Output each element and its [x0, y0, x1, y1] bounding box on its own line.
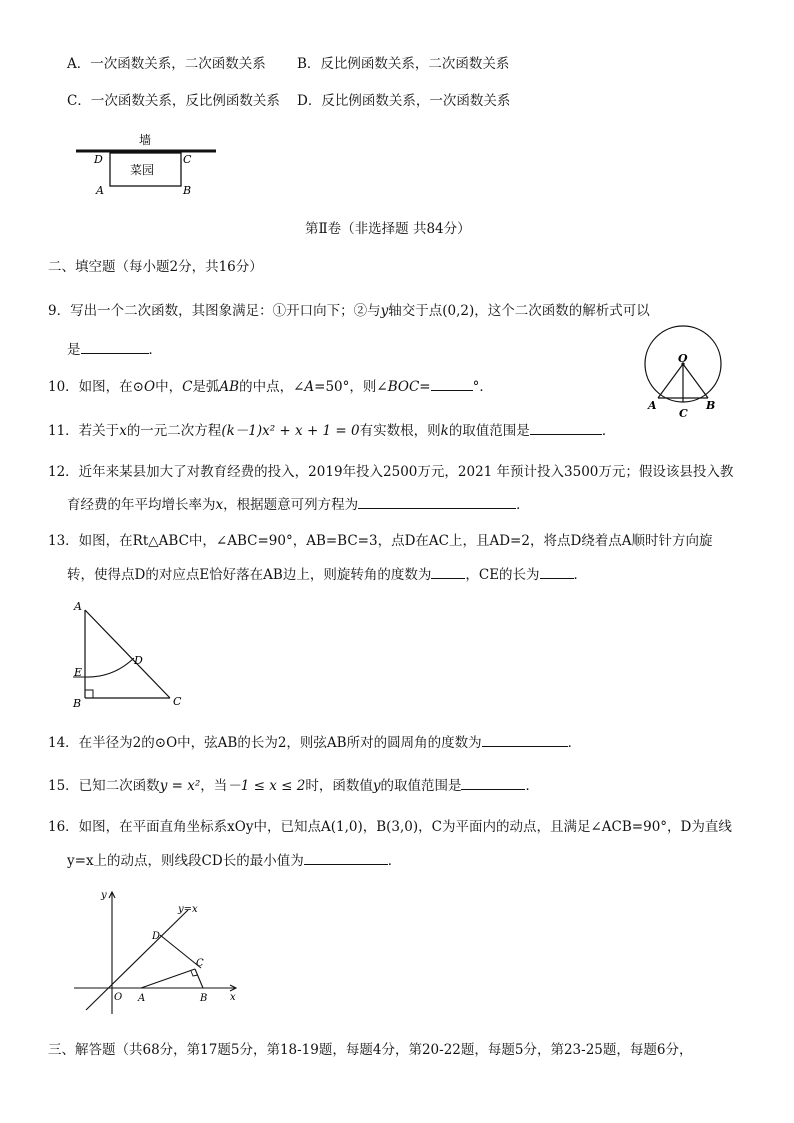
q12-line2: 育经费的年平均增长率为x，根据题意可列方程为 ． — [67, 494, 530, 514]
answer-blank — [358, 494, 516, 509]
option-d: D．反比例函数关系，一次函数关系 — [297, 93, 511, 109]
coord-point-a: A — [138, 993, 146, 1004]
garden-label: 菜园 — [130, 163, 155, 177]
section3-heading: 三、解答题（共68分，第17题5分，第18-19题，每题4分，第20-22题，每题5分，第23-25题，每题6分， — [48, 1042, 693, 1058]
q13-line2: 转，使得点D的对应点E恰好落在AB边上，则旋转角的度数为 ，CE的长为 ． — [67, 564, 587, 584]
axis-y-label: y — [101, 890, 107, 901]
option-c: C．一次函数关系，反比例函数关系 — [67, 93, 280, 109]
q13-line1: 13．如图，在Rt△ABC中，∠ABC=90°，AB=BC=3，点D在AC上，且AD=2，将点D绕着点A顺时针方向旋 — [48, 533, 713, 549]
garden-point-a: A — [96, 184, 104, 197]
axis-x-label: x — [230, 992, 236, 1003]
section2-heading: 二、填空题（每小题2分，共16分） — [48, 259, 263, 275]
garden-point-d: D — [94, 153, 103, 166]
q16-line2: y=x上的动点，则线段CD长的最小值为 ． — [67, 850, 401, 870]
answer-blank — [304, 850, 388, 865]
circle-point-b: B — [706, 399, 716, 412]
part2-title: 第Ⅱ卷（非选择题 共84分） — [305, 221, 471, 237]
answer-blank — [81, 339, 149, 354]
q10-text: 10．如图，在⊙O中，C是弧AB的中点，∠A=50°，则∠BOC= °． — [48, 376, 493, 396]
answer-blank — [431, 564, 465, 579]
option-a: A．一次函数关系，二次函数关系 — [67, 56, 266, 72]
wall-label: 墙 — [139, 133, 152, 147]
circle-figure — [638, 322, 730, 420]
q9-line2: 是 ． — [67, 339, 162, 359]
option-b: B．反比例函数关系，二次函数关系 — [297, 56, 510, 72]
circle-point-o: O — [678, 352, 688, 365]
garden-point-b: B — [183, 184, 192, 197]
coord-point-c: C — [196, 958, 204, 969]
garden-figure — [72, 130, 222, 200]
answer-blank — [431, 376, 473, 391]
tri-point-c: C — [173, 695, 182, 708]
q11-text: 11．若关于x的一元二次方程(k－1)x² + x + 1 = 0有实数根，则k的取值范围是 ． — [48, 420, 615, 440]
answer-blank — [461, 775, 525, 790]
garden-point-c: C — [183, 153, 192, 166]
answer-blank — [482, 732, 568, 747]
triangle-figure — [68, 598, 193, 710]
tri-point-a: A — [74, 600, 82, 613]
coord-point-b: B — [200, 993, 208, 1004]
coord-point-o: O — [114, 992, 123, 1003]
circle-point-c: C — [679, 407, 688, 420]
answer-blank — [530, 420, 602, 435]
tri-point-d: D — [134, 654, 143, 667]
q15-text: 15．已知二次函数y = x²，当－1 ≤ x ≤ 2时，函数值y的取值范围是 ． — [48, 775, 539, 795]
q16-line1: 16．如图，在平面直角坐标系xOy中，已知点A(1,0)，B(3,0)，C为平面内的动点，且满足∠ACB=90°，D为直线 — [48, 819, 732, 835]
q9-line1: 9．写出一个二次函数，其图象满足：①开口向下；②与y轴交于点(0,2)，这个二次函数的解析式可以 — [48, 303, 650, 319]
q14-text: 14．在半径为2的⊙O中，弦AB的长为2，则弦AB所对的圆周角的度数为 ． — [48, 732, 581, 752]
circle-point-a: A — [648, 399, 657, 412]
answer-blank — [540, 564, 574, 579]
tri-point-b: B — [73, 697, 82, 710]
tri-point-e: E — [74, 666, 83, 679]
coordinate-figure — [66, 880, 244, 1022]
line-label: y=x — [178, 904, 198, 915]
q12-line1: 12．近年来某县加大了对教育经费的投入，2019年投入2500万元，2021 年预计投入3500万元；假设该县投入教 — [48, 464, 734, 480]
coord-point-d: D — [152, 931, 161, 942]
